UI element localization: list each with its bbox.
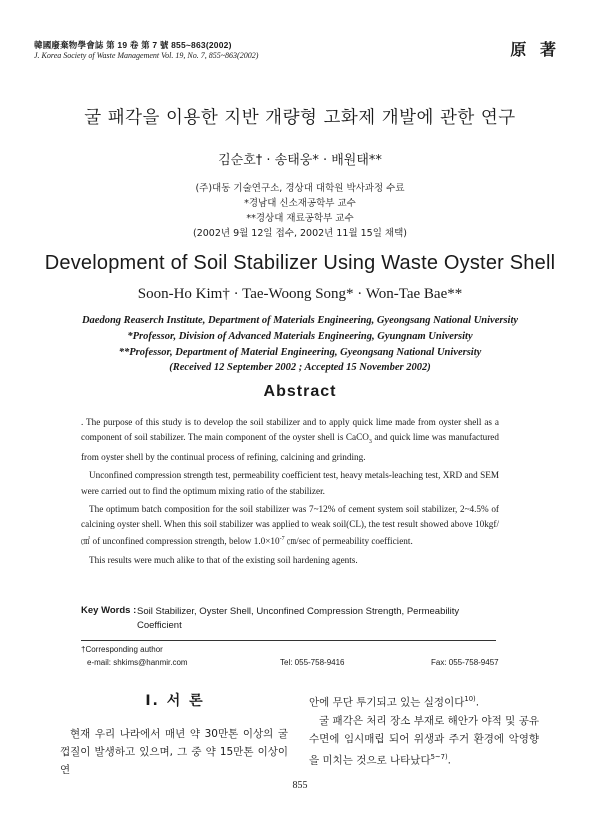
keywords-label: Key Words : [81,605,137,616]
korean-affiliation-1: (주)대동 기술연구소, 경상대 대학원 박사과정 수료 [195,183,405,194]
english-received-dates: (Received 12 September 2002 ; Accepted 15 November 2002) [169,362,431,373]
abstract-paragraph-2: Unconfined compression strength test, permeability coefficient test, heavy metals-leaching test, XRD and SEM were carried out to find the optimum mixing ratio of the stabilizer. [81,470,499,496]
body-right-column [309,690,539,769]
article-type-badge: 原 著 [510,40,560,59]
english-affiliation-3: **Professor, Department of Material Engineering, Gyeongsang National University [118,347,482,358]
journal-english: J. Korea Society of Waste Management Vol. 19, No. 7, 855~863(2002) [34,51,259,60]
section-heading-introduction: I. 서 론 [145,693,205,709]
abstract-body [81,415,499,571]
english-title: Development of Soil Stabilizer Using Waste Oyster Shell [44,252,556,274]
author-email: e-mail: shkims@hanmir.com [87,658,188,667]
author-telephone: Tel: 055-758-9416 [280,658,345,667]
korean-affiliation-3: **경상대 재료공학부 교수 [246,213,354,224]
abstract-paragraph-3: The optimum batch composition for the soil stabilizer was 7~12% of cement system soil stabilizer, 2~4.5% of calcining oyster shell. When this soil stabilizer was applied to weak soil(CL), the test result showed above 10kgf/㎠ of unconfined compression strength, below $1.0\times 10^{-7}$ ㎝/sec of permeability coefficient. [81,503,499,547]
abstract-paragraph-1: . The purpose of this study is to develop the soil stabilizer and to apply quick lime made from oyster shell as a component of soil stabilizer. The main component of the oyster shell is CaCO$_3$ and quick lime was manufactured from oyster shell by the continual process of refining, calcining and grinding. [81,417,499,463]
corresponding-author-note: †Corresponding author [81,645,163,654]
english-authors: Soon-Ho Kim† · Tae-Woong Song* · Won-Tae Bae** [137,286,463,302]
page-number: 855 [292,780,308,791]
body-paragraph-1-continued: 안에 무단 투기되고 있는 실정이다$^{10)}$. [309,695,480,709]
body-left-column [60,725,288,779]
korean-authors: 김순호† · 송태웅* · 배원태** [218,153,382,168]
body-paragraph-1: 현재 우리 나라에서 매년 약 30만톤 이상의 굴껍질이 발생하고 있으며, 그 중 약 15만톤 이상이 연 [60,728,288,776]
english-affiliation-1: Daedong Reaserch Institute, Department of Materials Engineering, Gyeongsang National University [81,315,519,326]
author-fax: Fax: 055-758-9457 [431,658,499,667]
english-affiliation-2: *Professor, Division of Advanced Materials Engineering, Gyungnam University [127,331,473,342]
korean-received-dates: (2002년 9월 12일 접수, 2002년 11월 15일 채택) [192,228,407,239]
abstract-paragraph-4: This results were much alike to that of the existing soil hardening agents. [89,554,358,565]
footnote-divider [81,640,496,641]
abstract-heading: Abstract [263,383,337,400]
body-paragraph-2: 굴 패각은 처리 장소 부재로 해안가 야적 및 공유수면에 임시매립 되어 위생과 주거 환경에 악영향을 미치는 것으로 나타났다$^{5\sim 7)}$. [309,714,539,766]
journal-korean: 韓國廢棄物學會誌 第 19 卷 第 7 號 855~863(2002) [34,40,232,50]
korean-title: 굴 패각을 이용한 지반 개량형 고화제 개발에 관한 연구 [84,108,516,128]
keywords-text: Soil Stabilizer, Oyster Shell, Unconfined Compression Strength, Permeability Coefficient [137,606,460,631]
korean-affiliation-2: *경남대 신소재공학부 교수 [244,198,356,209]
